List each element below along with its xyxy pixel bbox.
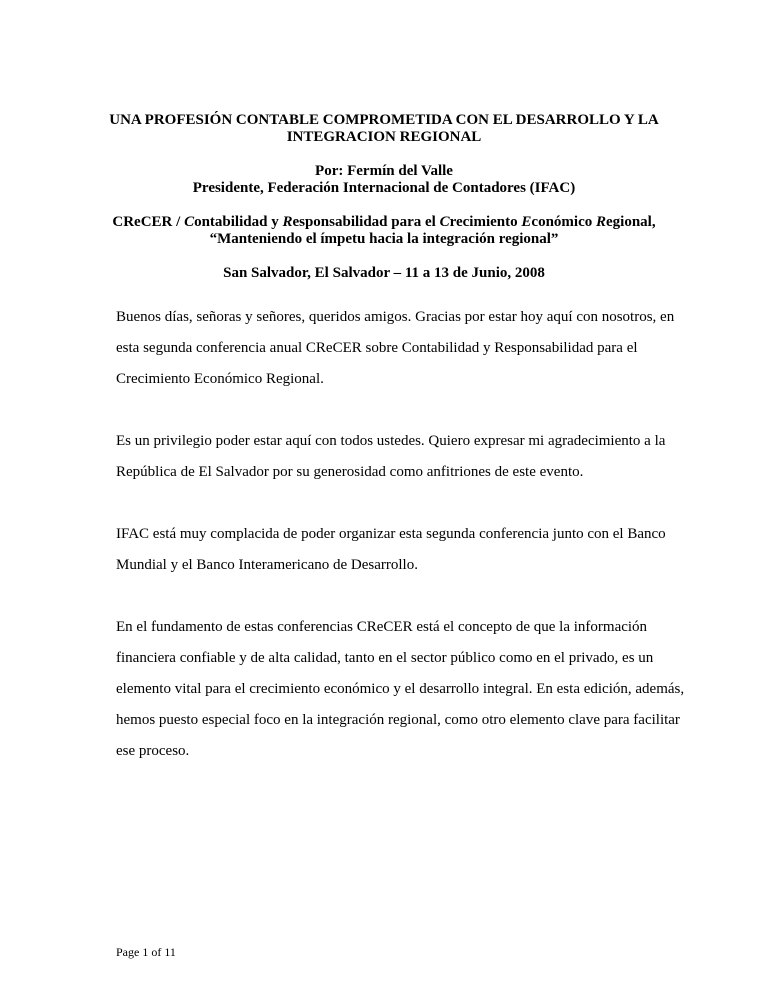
page-footer: Page 1 of 11 — [116, 945, 176, 959]
paragraph-line: esta segunda conferencia anual CReCER sobre Contabilidad y Responsabilidad para el — [116, 340, 638, 356]
acronym-initial: C — [184, 214, 195, 230]
document-title — [60, 112, 708, 146]
paragraph-line: Buenos días, señoras y señores, queridos amigos. Gracias por estar hoy aquí con nosotros, en — [116, 309, 675, 325]
location-date: San Salvador, El Salvador – 11 a 13 de Junio, 2008 — [223, 265, 545, 281]
conference-full-name — [184, 214, 656, 230]
author-name: Por: Fermín del Valle — [315, 163, 453, 179]
paragraph-line: IFAC está muy complacida de poder organizar esta segunda conferencia junto con el Banco — [116, 526, 666, 542]
author-block — [60, 163, 708, 197]
acronym-initial: C — [439, 214, 450, 230]
paragraph-line: ese proceso. — [116, 743, 190, 759]
conference-name-fragment: ontabilidad y — [194, 214, 283, 230]
conference-acronym: CReCER / — [112, 214, 185, 230]
paragraph-line: elemento vital para el crecimiento económico y el desarrollo integral. En esta edición, además, — [116, 681, 685, 697]
acronym-initial: R — [595, 214, 606, 230]
author-role: Presidente, Federación Internacional de Contadores (IFAC) — [192, 180, 576, 196]
paragraph-3 — [116, 519, 716, 581]
conference-name-fragment: egional, — [606, 214, 656, 230]
conference-block — [60, 214, 708, 248]
paragraph-line: financiera confiable y de alta calidad, tanto en el sector público como en el privado, es un — [116, 650, 654, 666]
paragraph-line: hemos puesto especial foco en la integración regional, como otro elemento clave para facilitar — [116, 712, 680, 728]
title-line: UNA PROFESIÓN CONTABLE COMPROMETIDA CON EL DESARROLLO Y LA — [109, 112, 659, 128]
conference-theme: “Manteniendo el ímpetu hacia la integración regional” — [209, 231, 559, 247]
title-line: INTEGRACION REGIONAL — [286, 129, 482, 145]
paragraph-2 — [116, 426, 716, 488]
conference-name-fragment: conómico — [531, 214, 596, 230]
conference-name-fragment: recimiento — [449, 214, 522, 230]
conference-name — [60, 214, 708, 231]
paragraph-line: Mundial y el Banco Interamericano de Desarrollo. — [116, 557, 418, 573]
paragraph-1 — [116, 302, 716, 395]
acronym-initial: R — [282, 214, 293, 230]
paragraph-line: Es un privilegio poder estar aquí con todos ustedes. Quiero expresar mi agradecimiento a la — [116, 433, 666, 449]
acronym-initial: E — [521, 214, 532, 230]
paragraph-line: Crecimiento Económico Regional. — [116, 371, 324, 387]
conference-name-fragment: esponsabilidad para el — [292, 214, 440, 230]
paragraph-line: República de El Salvador por su generosidad como anfitriones de este evento. — [116, 464, 584, 480]
paragraph-4 — [116, 612, 716, 767]
paragraph-line: En el fundamento de estas conferencias CReCER está el concepto de que la información — [116, 619, 648, 635]
